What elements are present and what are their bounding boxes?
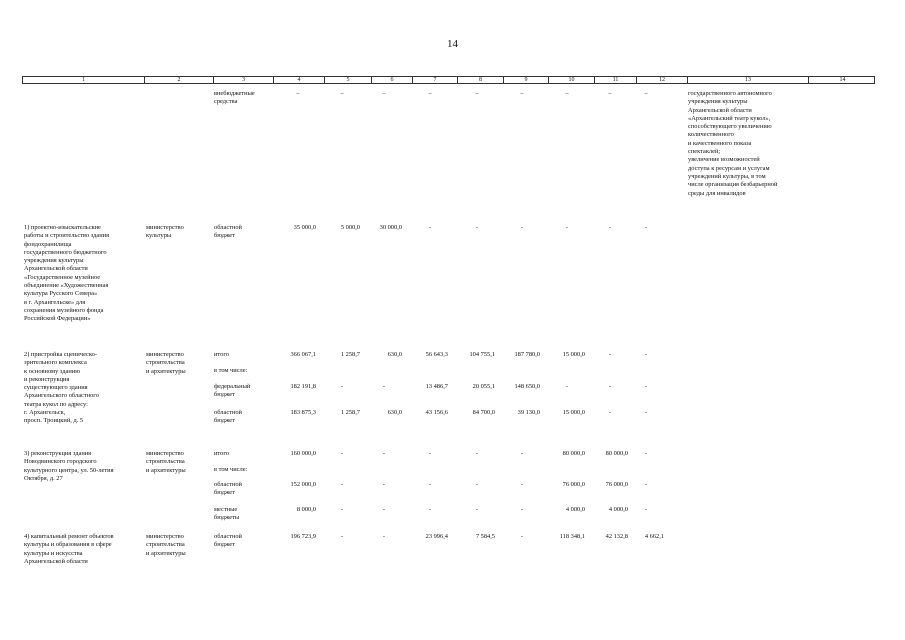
cell-value: - [608, 409, 612, 416]
cell-value: 76 000,0 [562, 481, 585, 488]
cell-value: - [644, 351, 648, 358]
cell-value: 160 000,0 [290, 450, 316, 457]
expected-result: государственного автономного учреждения культуры Архангельской области «Архангельский театр кукол», способствующего увеличению количественного и качественного показа спектаклей; увеличение возможностей доступа к ресурсам и услугам учреждений культуры, в том числе организация безбарьерной среды для инвалидов [688, 90, 778, 197]
column-number-1: 1 [82, 77, 85, 83]
cell-value: - [475, 481, 479, 488]
cell-value: - [428, 450, 432, 457]
column-number-3: 3 [213, 77, 273, 83]
cell-value: - [565, 383, 569, 390]
cell-value: 118 348,1 [559, 533, 585, 540]
cell-value: - [428, 506, 432, 513]
cell-value: 13 486,7 [425, 383, 448, 390]
cell-value: - [340, 533, 344, 540]
cell-value: - [475, 224, 479, 231]
cell-value: 4 000,0 [608, 506, 628, 513]
measure-name: 4) капитальный ремонт объектов культуры и образования в сфере культуры и искусства Архангельской области [24, 533, 114, 565]
cell-value: 80 000,0 [605, 450, 628, 457]
cell-value: 104 755,1 [469, 351, 495, 358]
cell-value: - [475, 506, 479, 513]
measure-name: 2) пристройка сценическо- зрительного комплекса к основному зданию и реконструкция существующего здания Архангельского областного театра кукол по адресу: г. Архангельск, просп. Троицкий, д. 5 [24, 351, 99, 425]
cell-value: – [608, 90, 612, 97]
cell-value: - [382, 533, 386, 540]
cell-value: 1 258,7 [340, 351, 360, 358]
column-number-header [22, 76, 875, 84]
source-of-financing: федеральный бюджет [214, 383, 251, 399]
cell-value: - [608, 383, 612, 390]
cell-value: - [644, 409, 648, 416]
cell-value: - [340, 450, 344, 457]
source-of-financing: областной бюджет [214, 533, 242, 549]
measure-name: 3) реконструкция здания Новодвинского городского культурного центра, ул. 50-летия Октября, д. 27 [24, 450, 114, 482]
cell-value: 76 000,0 [605, 481, 628, 488]
cell-value: 1 258,7 [340, 409, 360, 416]
cell-value: 152 000,0 [290, 481, 316, 488]
column-number-10: 10 [548, 77, 594, 83]
cell-value: – [428, 90, 432, 97]
cell-value: – [565, 90, 569, 97]
cell-value: 80 000,0 [562, 450, 585, 457]
cell-value: - [520, 224, 524, 231]
cell-value: 8 000,0 [296, 506, 316, 513]
measure-name: 1) проектно-изыскательские работы и строительство здания фондохранилища государственного бюджетного учреждения культуры Архангельской области «Государственное музейное объединение «Художественная культура Русского Севера» в г. Архангельске» для сохранения музейного фонда Российской Федерации» [24, 224, 110, 323]
source-of-financing: в том числе: [214, 466, 248, 473]
source-of-financing: итого [214, 450, 229, 457]
column-number-14: 14 [808, 77, 876, 83]
cell-value: 187 780,0 [514, 351, 540, 358]
cell-value: 196 723,9 [290, 533, 316, 540]
cell-value: - [340, 383, 344, 390]
cell-value: – [382, 90, 386, 97]
column-number-8: 8 [457, 77, 503, 83]
cell-value: - [608, 351, 612, 358]
cell-value: - [382, 383, 386, 390]
source-of-financing: областной бюджет [214, 409, 242, 425]
cell-value: 56 643,3 [425, 351, 448, 358]
cell-value: - [520, 506, 524, 513]
cell-value: 42 132,8 [605, 533, 628, 540]
cell-value: 84 700,0 [472, 409, 495, 416]
cell-value: - [382, 450, 386, 457]
column-number-7: 7 [412, 77, 457, 83]
column-number-9: 9 [503, 77, 548, 83]
page-number: 14 [447, 38, 458, 50]
source-of-financing: итого [214, 351, 229, 358]
column-number-2: 2 [144, 77, 213, 83]
cell-value: 183 875,3 [290, 409, 316, 416]
cell-value: - [475, 450, 479, 457]
source-of-financing: внебюджетные средства [214, 90, 255, 106]
cell-value: 15 000,0 [562, 409, 585, 416]
cell-value: - [644, 481, 648, 488]
cell-value: 23 996,4 [425, 533, 448, 540]
column-number-11: 11 [594, 77, 636, 83]
cell-value: 182 191,8 [290, 383, 316, 390]
cell-value: - [382, 481, 386, 488]
cell-value: 630,0 [387, 351, 402, 358]
cell-value: 39 130,0 [517, 409, 540, 416]
cell-value: - [520, 450, 524, 457]
cell-value: - [520, 533, 524, 540]
source-of-financing: областной бюджет [214, 481, 242, 497]
cell-value: 15 000,0 [562, 351, 585, 358]
column-number-12: 12 [636, 77, 687, 83]
cell-value: – [340, 90, 344, 97]
cell-value: - [428, 224, 432, 231]
cell-value: - [520, 481, 524, 488]
cell-value: 7 584,5 [475, 533, 495, 540]
cell-value: 30 000,0 [379, 224, 402, 231]
cell-value: 5 000,0 [340, 224, 360, 231]
cell-value: 4 000,0 [565, 506, 585, 513]
cell-value: - [608, 224, 612, 231]
column-number-5: 5 [324, 77, 371, 83]
column-number-13: 13 [687, 77, 808, 83]
executor: министерство культуры [146, 224, 184, 240]
cell-value: – [475, 90, 479, 97]
cell-value: - [644, 224, 648, 231]
cell-value: - [340, 506, 344, 513]
executor: министерство строительства и архитектуры [146, 533, 186, 557]
source-of-financing: областной бюджет [214, 224, 242, 240]
column-number-6: 6 [371, 77, 412, 83]
cell-value: – [296, 90, 300, 97]
executor: министерство строительства и архитектуры [146, 450, 186, 474]
cell-value: - [644, 450, 648, 457]
cell-value: 366 067,1 [290, 351, 316, 358]
cell-value: 4 662,1 [644, 533, 664, 540]
cell-value: - [428, 481, 432, 488]
cell-value: - [644, 506, 648, 513]
cell-value: – [520, 90, 524, 97]
cell-value: - [644, 383, 648, 390]
cell-value: - [382, 506, 386, 513]
cell-value: 148 650,0 [514, 383, 540, 390]
cell-value: - [565, 224, 569, 231]
cell-value: 20 055,1 [472, 383, 495, 390]
cell-value: 43 156,6 [425, 409, 448, 416]
cell-value: 630,0 [387, 409, 402, 416]
column-number-4: 4 [273, 77, 324, 83]
cell-value: 35 000,0 [293, 224, 316, 231]
cell-value: - [340, 481, 344, 488]
source-of-financing: местные бюджеты [214, 506, 240, 522]
cell-value: – [644, 90, 648, 97]
source-of-financing: в том числе: [214, 367, 248, 374]
executor: министерство строительства и архитектуры [146, 351, 186, 375]
